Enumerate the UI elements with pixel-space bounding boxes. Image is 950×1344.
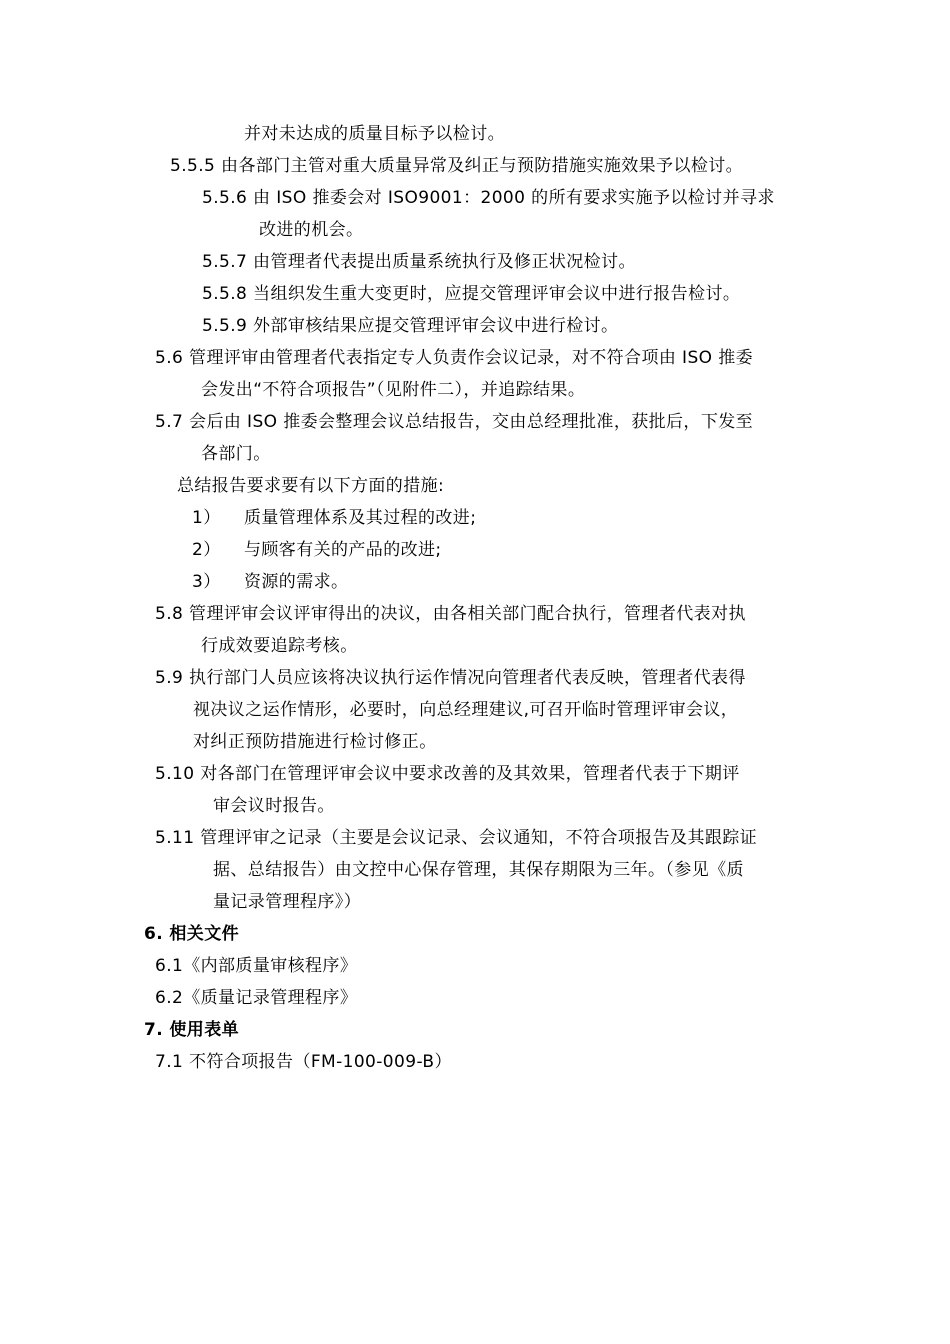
item-6-1: 6.1《内部质量审核程序》	[155, 956, 358, 976]
text-line: 各部门。	[201, 444, 271, 464]
item-6-2: 6.2《质量记录管理程序》	[155, 988, 358, 1008]
item-5-8: 5.8 管理评审会议评审得出的决议，由各相关部门配合执行，管理者代表对执	[155, 604, 746, 624]
item-5-10: 5.10 对各部门在管理评审会议中要求改善的及其效果，管理者代表于下期评	[155, 764, 740, 784]
item-5-5-7: 5.5.7 由管理者代表提出质量系统执行及修正状况检讨。	[202, 252, 636, 272]
list-item: 资源的需求。	[244, 572, 349, 592]
text-line: 对纠正预防措施进行检讨修正。	[193, 732, 437, 752]
item-5-9: 5.9 执行部门人员应该将决议执行运作情况向管理者代表反映，管理者代表得	[155, 668, 746, 688]
item-5-5-9: 5.5.9 外部审核结果应提交管理评审会议中进行检讨。	[202, 316, 619, 336]
list-item: 质量管理体系及其过程的改进;	[244, 508, 477, 528]
text-line: 并对未达成的质量目标予以检讨。	[244, 124, 505, 144]
item-5-7: 5.7 会后由 ISO 推委会整理会议总结报告，交由总经理批准，获批后，下发至	[155, 412, 754, 432]
text-line: 改进的机会。	[259, 220, 364, 240]
item-5-6: 5.6 管理评审由管理者代表指定专人负责作会议记录，对不符合项由 ISO 推委	[155, 348, 754, 368]
text-line: 量记录管理程序》）	[213, 892, 362, 912]
list-number: 2）	[192, 540, 221, 560]
text-line: 总结报告要求要有以下方面的措施:	[177, 476, 445, 496]
list-number: 1）	[192, 508, 221, 528]
text-line: 审会议时报告。	[213, 796, 335, 816]
item-7-1: 7.1 不符合项报告（FM-100-009-B）	[155, 1052, 452, 1072]
text-line: 视决议之运作情形，必要时，向总经理建议,可召开临时管理评审会议，	[193, 700, 739, 720]
text-line: 行成效要追踪考核。	[201, 636, 358, 656]
item-5-5-5: 5.5.5 由各部门主管对重大质量异常及纠正与预防措施实施效果予以检讨。	[170, 156, 744, 176]
item-5-11: 5.11 管理评审之记录（主要是会议记录、会议通知，不符合项报告及其跟踪证	[155, 828, 758, 848]
text-line: 会发出“不符合项报告”（见附件二），并追踪结果。	[201, 380, 586, 400]
list-number: 3）	[192, 572, 221, 592]
item-5-5-6: 5.5.6 由 ISO 推委会对 ISO9001：2000 的所有要求实施予以检讨并寻求	[202, 188, 775, 208]
text-line: 据、总结报告）由文控中心保存管理，其保存期限为三年。（参见《质	[213, 860, 744, 880]
section-heading-6: 6. 相关文件	[144, 924, 240, 944]
list-item: 与顾客有关的产品的改进;	[244, 540, 442, 560]
item-5-5-8: 5.5.8 当组织发生重大变更时，应提交管理评审会议中进行报告检讨。	[202, 284, 741, 304]
section-heading-7: 7. 使用表单	[144, 1020, 240, 1040]
